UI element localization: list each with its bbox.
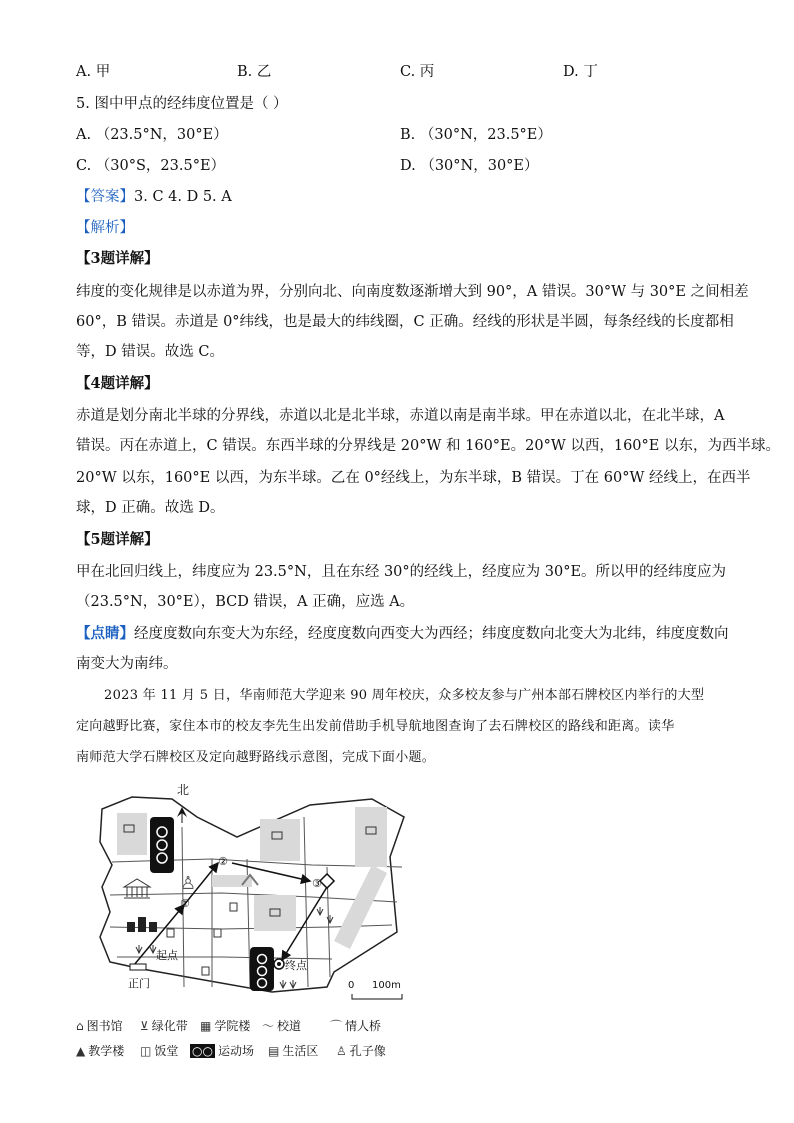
scale-bar — [352, 994, 402, 999]
detail4-line: 错误。丙在赤道上，C 错误。东西半球的分界线是 20°W 和 160°E。20°W 以西，160°E 以东，为西半球。 — [76, 438, 780, 454]
start-label: 起点 — [156, 949, 178, 962]
detail5-title: 【5题详解】 — [76, 531, 159, 548]
checkpoint-3-marker — [320, 874, 334, 888]
option-c: C. 丙 — [400, 64, 435, 80]
option-a: A. 甲 — [76, 64, 111, 80]
detail3-line: 纬度的变化规律是以赤道为界，分别向北、向南度数逐渐增大到 90°，A 错误。30°W 与 30°E 之间相差 — [76, 284, 749, 300]
point-row — [76, 624, 729, 644]
legend-teaching — [76, 1042, 124, 1059]
living-icon: ▤ — [268, 1044, 280, 1058]
sports-field-south — [250, 947, 274, 991]
answer-label: 【答案】 — [76, 189, 134, 205]
detail4-title: 【4题详解】 — [76, 375, 159, 392]
teaching-icon: ▲ — [76, 1044, 86, 1058]
legend-field — [190, 1042, 254, 1059]
legend-label: 生活区 — [282, 1044, 319, 1058]
detail3-line: 60°，B 错误。赤道是 0°纬线，也是最大的纬线圈，C 正确。经线的形状是半圆，每条经线的长度都相 — [76, 314, 734, 330]
checkpoint-3: ③ — [312, 877, 322, 890]
legend-label: 校道 — [277, 1019, 302, 1033]
campus-map — [72, 777, 412, 1007]
q5-option-c: C. （30°S，23.5°E） — [76, 158, 226, 174]
main-gate-icon — [130, 964, 146, 970]
option-b: B. 乙 — [237, 64, 272, 80]
q5-option-a: A. （23.5°N，30°E） — [76, 127, 228, 143]
canteen-icon: ◫ — [140, 1044, 152, 1058]
sports-field-north — [150, 817, 174, 873]
greenbelt-icon: ⊻ — [140, 1019, 149, 1033]
scale-zero: 0 — [348, 980, 355, 991]
end-label: 终点 — [285, 959, 307, 972]
library-icon: ⌂ — [76, 1019, 84, 1033]
intro-line: 定向越野比赛，家住本市的校友李先生出发前借助手机导航地图查询了去石牌校区的路线和距离。读华 — [76, 719, 675, 734]
answer-text: 3. C 4. D 5. A — [134, 189, 232, 205]
legend-bridge — [330, 1017, 381, 1034]
intro-line: 南师范大学石牌校区及定向越野路线示意图，完成下面小题。 — [76, 750, 436, 765]
legend-living — [268, 1042, 318, 1059]
option-d: D. 丁 — [563, 64, 598, 80]
scale-100m: 100m — [372, 980, 401, 991]
north-label: 北 — [177, 783, 190, 797]
legend-label: 绿化带 — [151, 1019, 188, 1033]
confucius-statue-icon: ♙ — [180, 873, 197, 894]
detail3-line: 等，D 错误。故选 C。 — [76, 344, 224, 360]
legend-greenbelt — [140, 1017, 188, 1034]
checkpoint-1: ① — [180, 897, 190, 910]
point-text: 经度度数向东变大为东经，经度度数向西变大为西经；纬度度数向北变大为北纬，纬度度数向 — [134, 626, 729, 642]
gate-label: 正门 — [128, 977, 150, 990]
legend-label: 运动场 — [217, 1044, 254, 1058]
q5-stem: 5. 图中甲点的经纬度位置是（ ） — [76, 96, 288, 112]
legend-library — [76, 1017, 123, 1034]
legend-label: 学院楼 — [214, 1019, 251, 1033]
college-icon: ▦ — [200, 1019, 212, 1033]
answer-row — [76, 187, 232, 207]
q5-option-b: B. （30°N，23.5°E） — [400, 127, 552, 143]
campus-map-svg — [72, 777, 412, 1007]
legend-canteen — [140, 1042, 178, 1059]
legend-confucius — [336, 1042, 386, 1059]
detail4-line: 20°W 以东，160°E 以西，为东半球。乙在 0°经线上，为东半球，B 错误。丁在 60°W 经线上，在西半 — [76, 470, 751, 486]
analysis-label: 【解析】 — [76, 220, 134, 236]
legend-label: 孔子像 — [349, 1044, 386, 1058]
detail4-line: 赤道是划分南北半球的分界线，赤道以北是北半球，赤道以南是南半球。甲在赤道以北，在北半球，A — [76, 408, 725, 424]
intro-line: 2023 年 11 月 5 日，华南师范大学迎来 90 周年校庆，众多校友参与广州本部石牌校区内举行的大型 — [104, 688, 705, 703]
end-marker-dot — [277, 962, 281, 966]
q5-option-d: D. （30°N，30°E） — [400, 158, 539, 174]
teaching-building-icon — [127, 917, 157, 932]
legend-label: 教学楼 — [88, 1044, 125, 1058]
point-line: 南变大为南纬。 — [76, 656, 178, 672]
bridge-icon: ⌒ — [330, 1019, 343, 1033]
road-icon: 〜 — [262, 1019, 275, 1033]
legend-college — [200, 1017, 250, 1034]
legend-label: 情人桥 — [345, 1019, 382, 1033]
legend-road — [262, 1017, 301, 1034]
detail5-line: （23.5°N，30°E），BCD 错误，A 正确，应选 A。 — [76, 594, 415, 610]
detail4-line: 球，D 正确。故选 D。 — [76, 500, 225, 516]
field-icon: ○○ — [192, 1044, 213, 1058]
legend-label: 饭堂 — [154, 1044, 179, 1058]
detail3-title: 【3题详解】 — [76, 250, 159, 267]
legend-label: 图书馆 — [86, 1019, 123, 1033]
checkpoint-2: ② — [218, 855, 228, 868]
detail5-line: 甲在北回归线上，纬度应为 23.5°N，且在东经 30°的经线上，经度应为 30°E。所以甲的经纬度应为 — [76, 564, 727, 580]
point-label: 【点睛】 — [76, 625, 134, 642]
confucius-icon: ♙ — [336, 1044, 347, 1058]
